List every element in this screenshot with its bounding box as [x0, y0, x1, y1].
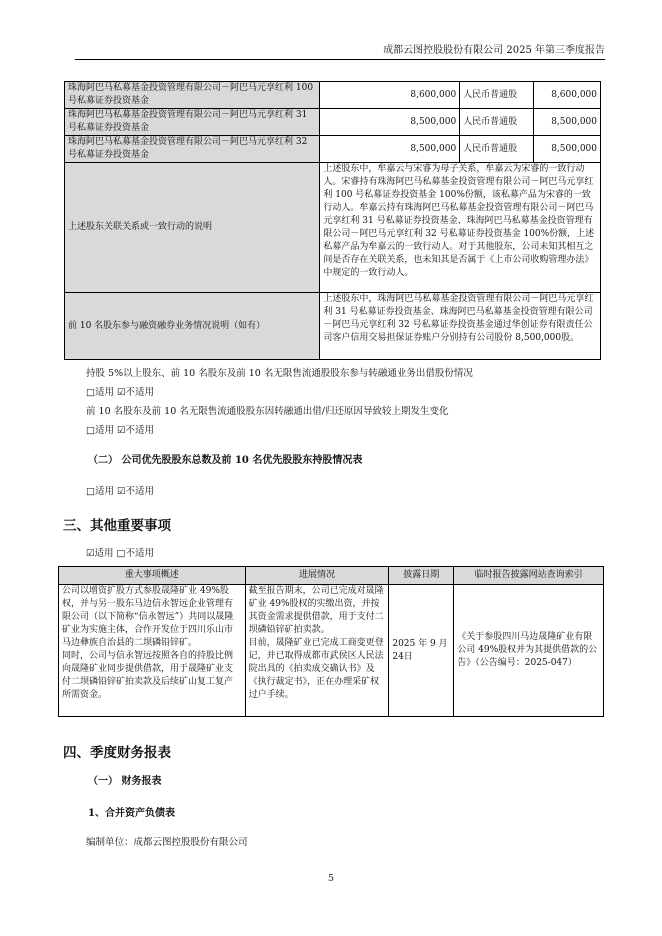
- table-row: [65, 293, 601, 360]
- disclosure-date: 2025 年 9 月 24日: [389, 585, 454, 717]
- share-type: 人民币普通股: [460, 82, 534, 109]
- balance-sheet-heading: 1、合并资产负债表: [88, 808, 175, 819]
- other-matters-checkbox: ☑适用 □不适用: [86, 548, 155, 559]
- major-events-table: [58, 566, 604, 717]
- shareholder-shares: 8,600,000: [320, 82, 460, 109]
- shareholder-name: 珠海阿巴马私募基金投资管理有限公司－阿巴马元享红利 100 号私募证券投资基金: [65, 82, 320, 109]
- table-row: [65, 163, 601, 293]
- shareholder-shares: 8,500,000: [320, 109, 460, 136]
- table-row: [59, 585, 604, 717]
- compiler-line: 编制单位：成都云图控股股份有限公司: [86, 837, 248, 848]
- table-row: [65, 109, 601, 136]
- shareholder-name: 珠海阿巴马私募基金投资管理有限公司－阿巴马元享红利 31 号私募证券投资基金: [65, 109, 320, 136]
- top-shareholders-table: [64, 81, 601, 360]
- relation-label: 上述股东关联关系或一致行动的说明: [65, 163, 320, 293]
- page-number: 5: [327, 873, 335, 884]
- financial-sub-heading: （一） 财务报表: [88, 776, 162, 787]
- column-header: 临时报告披露网站查询索引: [454, 567, 604, 585]
- event-summary: 公司以增资扩股方式参股晟隆矿业 49%股权，并与另一股东马边信永智远企业管理有限公司（以下简称“信永智远”）共同以晟隆矿业为实施主体，合作开发位于四川乐山市马边彝族自治县的二坝磷铅锌矿。 同时，公司与信永智远按照各自的持股比例向晟隆矿业同步提供借款，用于晟隆矿业支付二坝磷铅锌矿拍卖款及后续矿山复工复产所需资金。: [59, 585, 246, 717]
- announcement-index: 《关于参股四川马边晟隆矿业有限公司 49%股权并为其提供借款的公告》（公告编号：2025-047）: [454, 585, 604, 717]
- table-row: [65, 82, 601, 109]
- table-header-row: [59, 567, 604, 585]
- change-checkbox: □适用 ☑不适用: [86, 425, 155, 436]
- preferred-heading: （二） 公司优先股股东总数及前 10 名优先股股东持股情况表: [88, 455, 363, 466]
- preferred-checkbox: □适用 ☑不适用: [86, 486, 155, 497]
- other-matters-heading: 三、其他重要事项: [63, 518, 171, 534]
- change-title: 前 10 名股东及前 10 名无限售流通股股东因转融通出借/归还原因导致较上期发生变化: [86, 406, 449, 417]
- event-progress: 截至报告期末，公司已完成对晟隆矿业 49%股权的实缴出资，并按其资金需求提供借款，用于支付二坝磷铅锌矿拍卖款。 目前，晟隆矿业已完成工商变更登记，并已取得成都市武侯区人民法院出具的《拍卖成交确认书》及《执行裁定书》，正在办理采矿权过户手续。: [245, 585, 389, 717]
- share-type: 人民币普通股: [460, 109, 534, 136]
- shareholder-shares: 8,500,000: [320, 136, 460, 163]
- report-header: 成都云图控股股份有限公司 2025 年第三季度报告: [75, 41, 605, 60]
- table-row: [65, 136, 601, 163]
- lending-title: 持股 5%以上股东、前 10 名股东及前 10 名无限售流通股股东参与转融通业务出借股份情况: [86, 368, 473, 379]
- lending-checkbox: □适用 ☑不适用: [86, 387, 155, 398]
- share-count: 8,500,000: [534, 136, 601, 163]
- share-type: 人民币普通股: [460, 136, 534, 163]
- relation-text: 上述股东中，牟嘉云与宋睿为母子关系，牟嘉云为宋睿的一致行动人。宋睿持有珠海阿巴马私募基金投资管理有限公司－阿巴马元享红利 100 号私募证券投资基金 100%份额，该私募产品为宋睿的一致行动人。牟嘉云持有珠海阿巴马私募基金投资管理有限公司－阿巴马元享红利 31 号私募证券投资基金、珠海阿巴马私募基金投资管理有限公司－阿巴马元享红利 32 号私募证券投资基金 100%份额，上述私募产品为牟嘉云的一致行动人。对于其他股东，公司未知其相互之间是否存在关联关系，也未知其是否属于《上市公司收购管理办法》中规定的一致行动人。: [320, 163, 601, 293]
- share-count: 8,600,000: [534, 82, 601, 109]
- margin-label: 前 10 名股东参与融资融券业务情况说明（如有）: [65, 293, 320, 360]
- margin-text: 上述股东中，珠海阿巴马私募基金投资管理有限公司－阿巴马元享红利 31 号私募证券投资基金、珠海阿巴马私募基金投资管理有限公司－阿巴马元享红利 32 号私募证券投资基金通过华创证券有限责任公司客户信用交易担保证券账户分别持有公司股份 8,500,000股。: [320, 293, 601, 360]
- share-count: 8,500,000: [534, 109, 601, 136]
- financial-heading: 四、季度财务报表: [63, 745, 171, 761]
- shareholder-name: 珠海阿巴马私募基金投资管理有限公司－阿巴马元享红利 32 号私募证券投资基金: [65, 136, 320, 163]
- column-header: 披露日期: [389, 567, 454, 585]
- column-header: 重大事项概述: [59, 567, 246, 585]
- column-header: 进展情况: [245, 567, 389, 585]
